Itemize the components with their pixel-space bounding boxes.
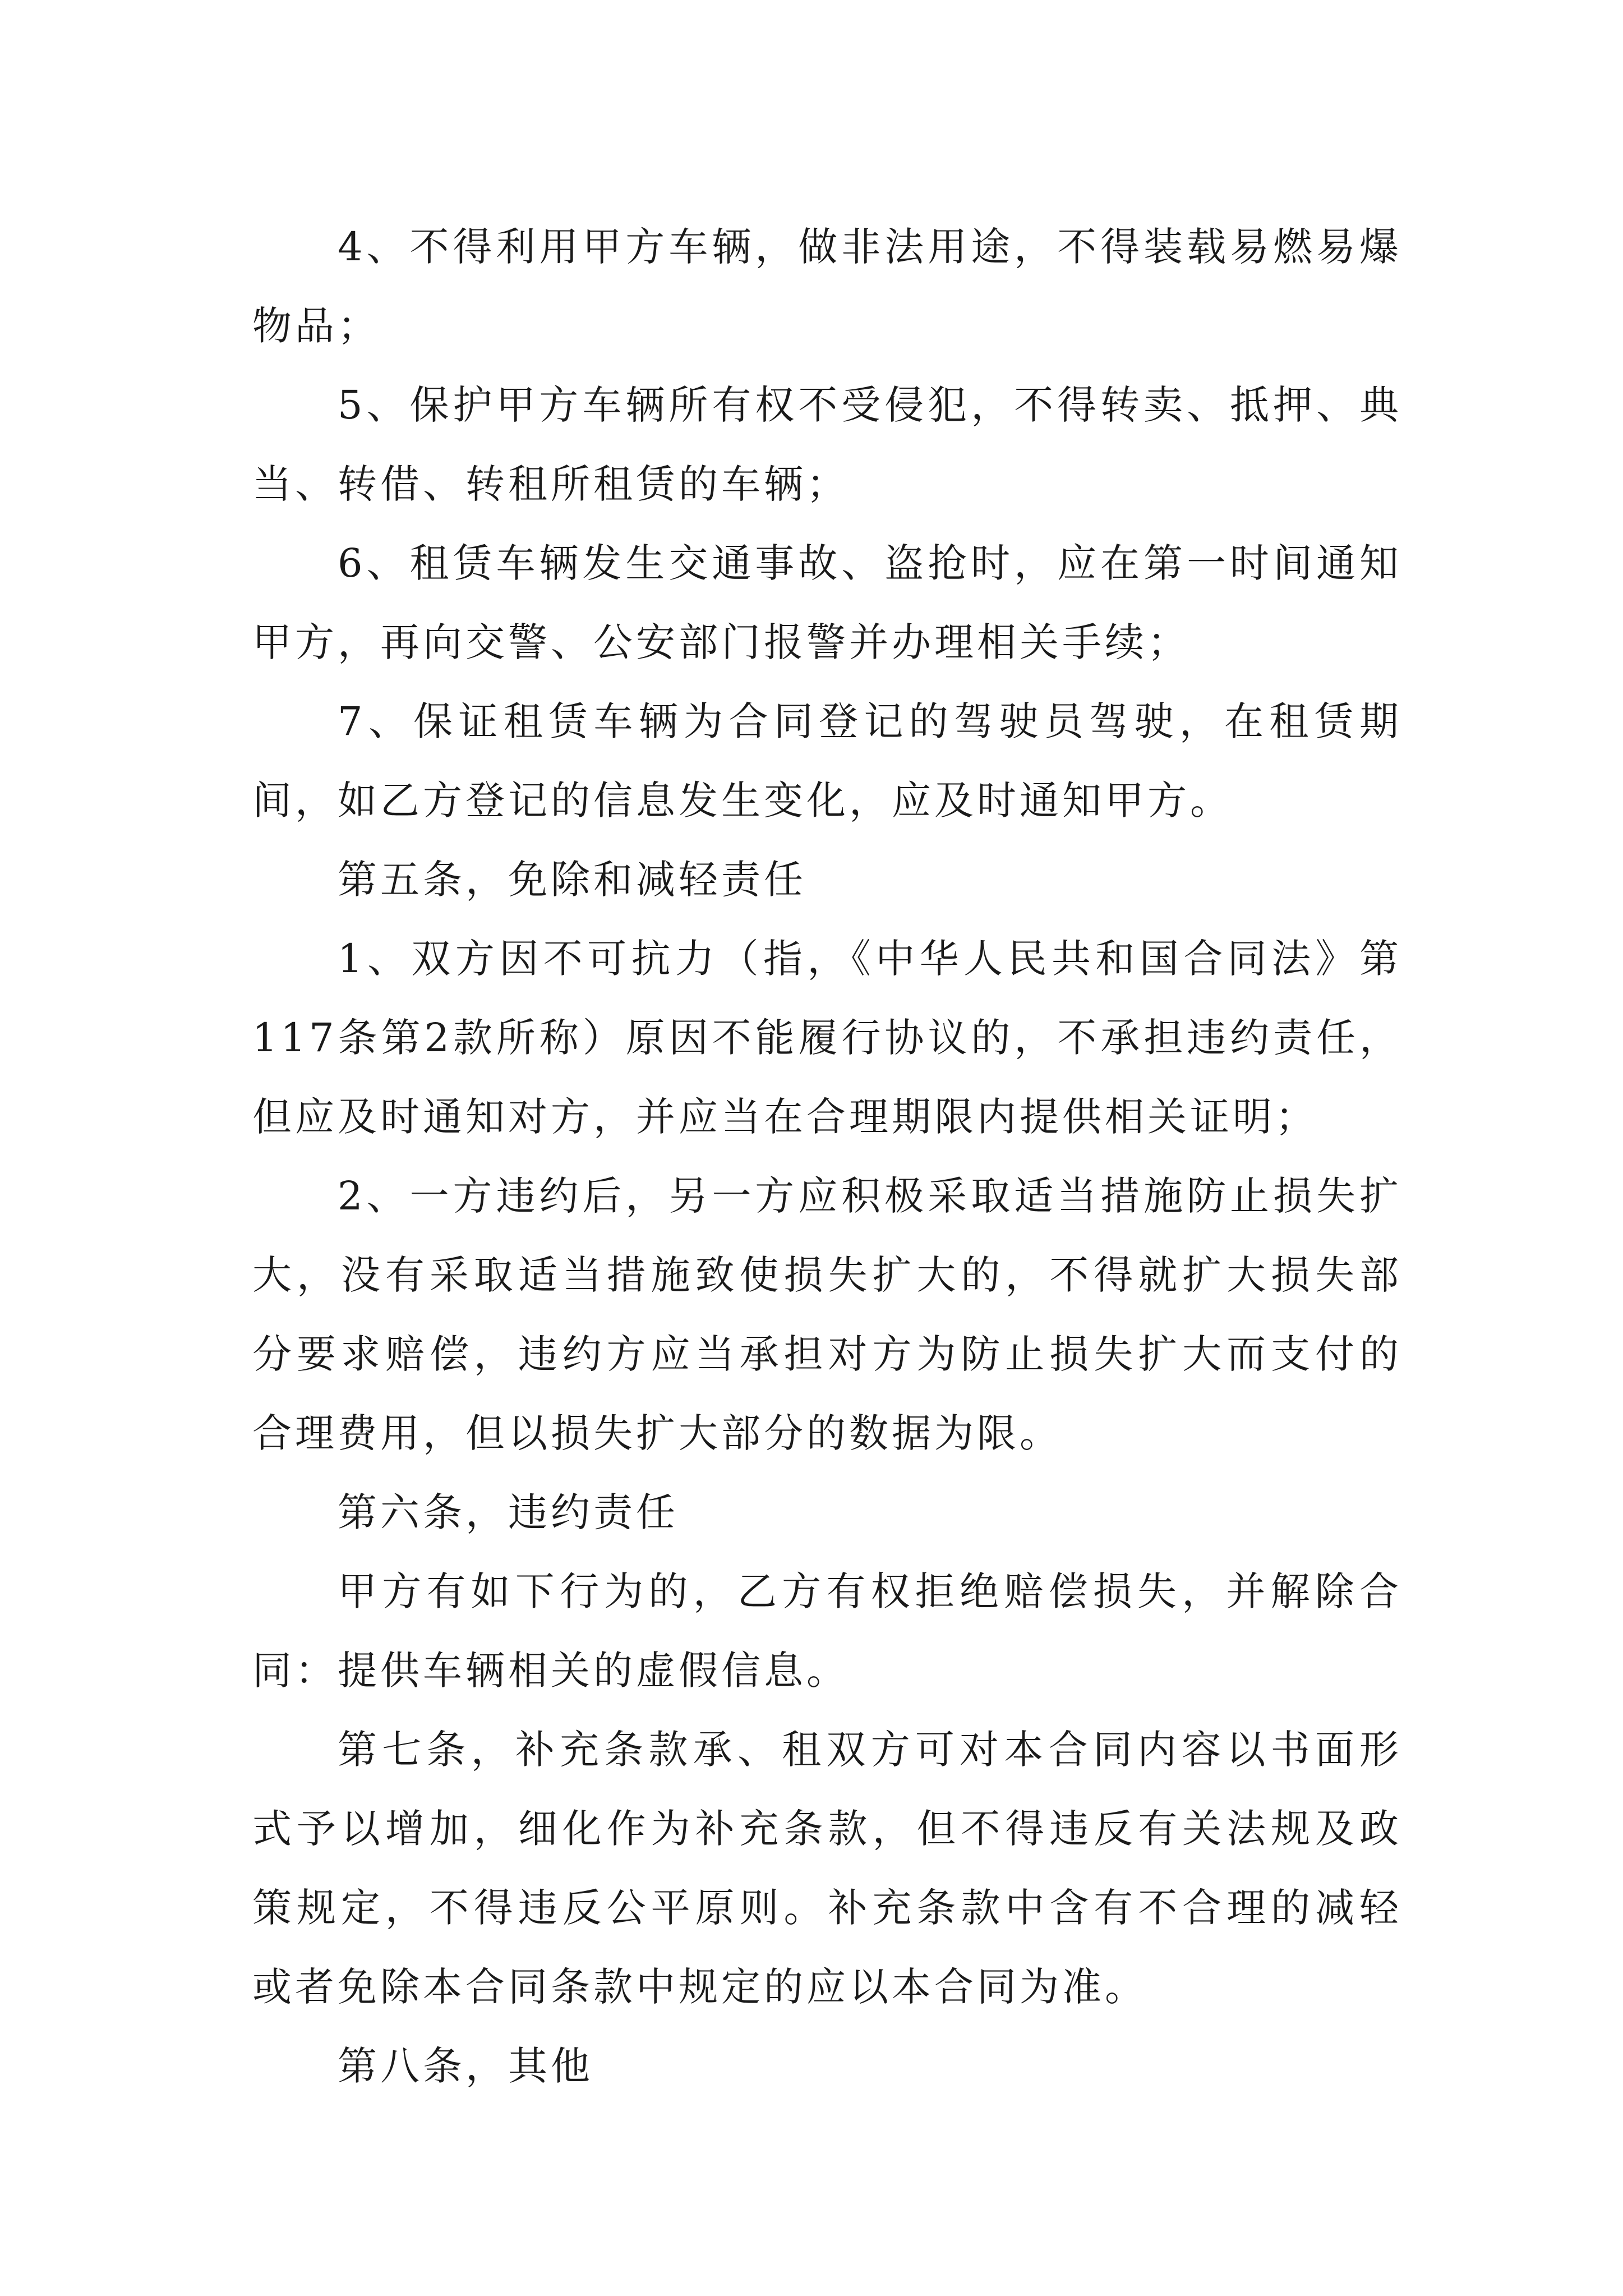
clause-6: 6、租赁车辆发生交通事故、盗抢时，应在第一时间通知甲方，再向交警、公安部门报警并办理相关手续； (252, 540, 1402, 665)
clause-7: 7、保证租赁车辆为合同登记的驾驶员驾驶，在租赁期间，如乙方登记的信息发生变化，应及时通知甲方。 (252, 698, 1402, 823)
article-7-body: 第七条，补充条款承、租双方可对本合同内容以书面形式予以增加，细化作为补充条款，但不得违反有关法规及政策规定，不得违反公平原则。补充条款中含有不合理的减轻或者免除本合同条款中规定的应以本合同为准。 (252, 1727, 1402, 2010)
article-6-body: 甲方有如下行为的，乙方有权拒绝赔偿损失，并解除合同：提供车辆相关的虚假信息。 (252, 1568, 1402, 1694)
document-body (252, 208, 1402, 2106)
article-6-heading: 第六条，违约责任 (338, 1489, 679, 1535)
clause-4: 4、不得利用甲方车辆，做非法用途，不得装载易燃易爆物品； (252, 224, 1402, 349)
article-5-heading: 第五条，免除和减轻责任 (338, 857, 806, 903)
clause-5: 5、保护甲方车辆所有权不受侵犯，不得转卖、抵押、典当、转借、转租所租赁的车辆； (252, 382, 1402, 507)
article-8-heading: 第八条，其他 (338, 2043, 593, 2089)
article-5-item-2: 2、一方违约后，另一方应积极采取适当措施防止损失扩大，没有采取适当措施致使损失扩大的，不得就扩大损失部分要求赔偿，违约方应当承担对方为防止损失扩大而支付的合理费用，但以损失扩大部分的数据为限。 (252, 1173, 1402, 1456)
article-5-item-1: 1、双方因不可抗力（指，《中华人民共和国合同法》第117条第2款所称）原因不能履行协议的，不承担违约责任，但应及时通知对方，并应当在合理期限内提供相关证明； (252, 936, 1402, 1140)
